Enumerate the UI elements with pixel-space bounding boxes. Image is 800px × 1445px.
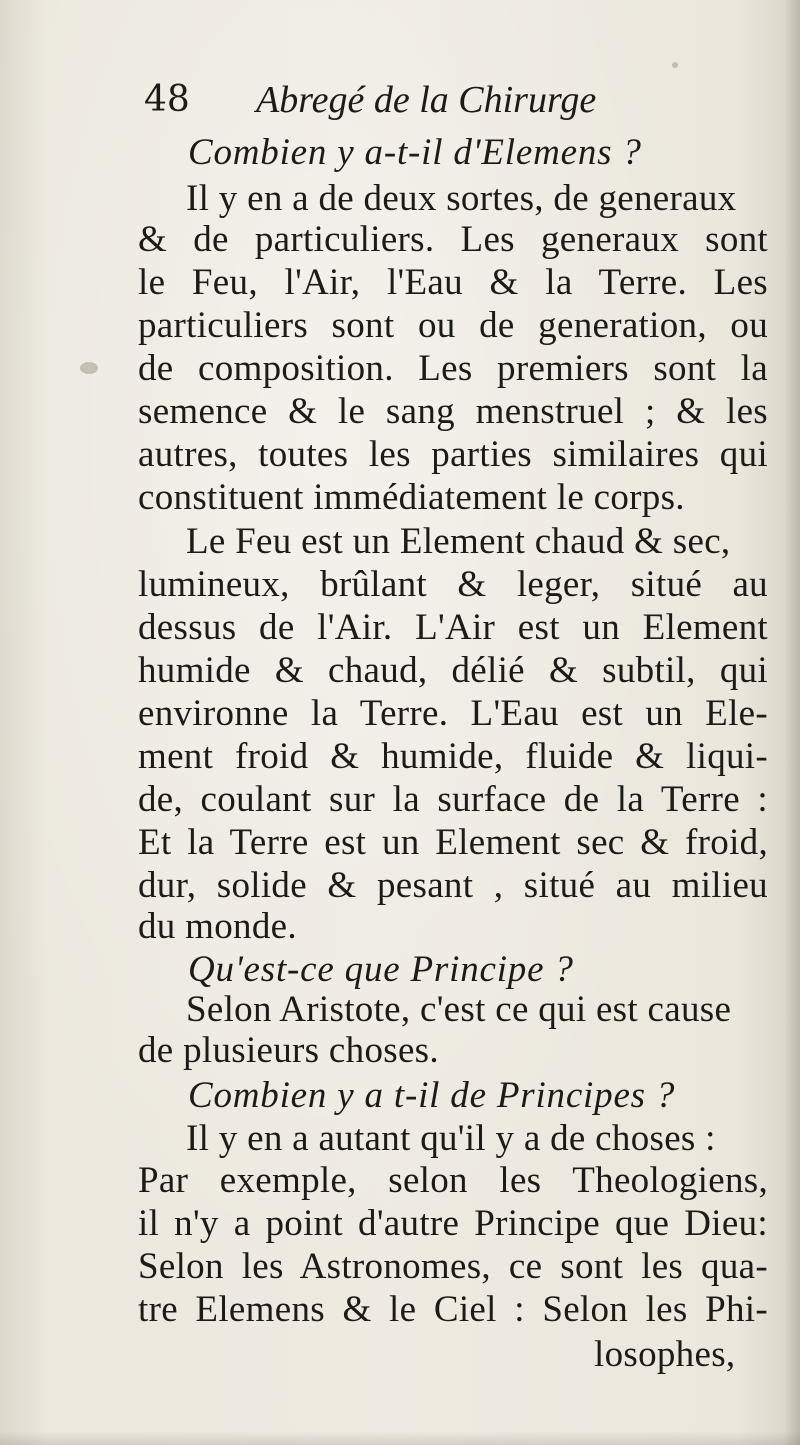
text-line: Le Feu est un Element chaud & sec, xyxy=(186,521,731,562)
text-line: environne la Terre. L'Eau est un Ele- xyxy=(138,693,768,734)
text-line: Selon Aristote, c'est ce qui est cause xyxy=(186,989,732,1030)
question-line: Qu'est-ce que Principe ? xyxy=(188,949,574,990)
page-header xyxy=(138,74,758,126)
page-edge-shadow xyxy=(784,0,800,1445)
text-line: Selon les Astronomes, ce sont les qua- xyxy=(138,1246,768,1287)
text-line: ment froid & humide, fluide & liqui- xyxy=(138,736,768,777)
text-line: constituent immédiatement le corps. xyxy=(138,477,685,518)
question-line: Combien y a t-il de Principes ? xyxy=(188,1075,676,1116)
text-line: de, coulant sur la surface de la Terre : xyxy=(138,779,768,820)
text-line: tre Elemens & le Ciel : Selon les Phi- xyxy=(138,1289,768,1330)
text-line: Et la Terre est un Element sec & froid, xyxy=(138,822,768,863)
text-line: autres, toutes les parties similaires qui xyxy=(138,434,768,475)
text-line: semence & le sang menstruel ; & les xyxy=(138,391,768,432)
text-line: dur, solide & pesant , situé au milieu xyxy=(138,865,768,906)
text-line: Il y en a de deux sortes, de generaux xyxy=(186,178,737,219)
text-line: dessus de l'Air. L'Air est un Element xyxy=(138,607,768,648)
page-number: 48 xyxy=(144,79,190,120)
text-line: de plusieurs choses. xyxy=(138,1030,439,1071)
page-bottom-shadow xyxy=(0,1431,800,1445)
paper-stain xyxy=(672,62,678,68)
text-line: particuliers sont ou de generation, ou xyxy=(138,305,768,346)
text-line: Il y en a autant qu'il y a de choses : xyxy=(186,1118,716,1159)
text-line: Par exemple, selon les Theologiens, xyxy=(138,1160,768,1201)
paper-stain xyxy=(80,362,98,374)
text-line: humide & chaud, délié & subtil, qui xyxy=(138,650,768,691)
text-line: le Feu, l'Air, l'Eau & la Terre. Les xyxy=(138,262,768,303)
question-line: Combien y a-t-il d'Elemens ? xyxy=(188,132,642,173)
text-line: & de particuliers. Les generaux sont xyxy=(138,219,768,260)
text-line: lumineux, brûlant & leger, situé au xyxy=(138,564,768,605)
text-line: de composition. Les premiers sont la xyxy=(138,348,768,389)
running-head: Abregé de la Chirurge xyxy=(256,79,597,121)
text-line: il n'y a point d'autre Principe que Dieu: xyxy=(138,1203,768,1244)
text-line: du monde. xyxy=(138,906,297,947)
text-line: losophes, xyxy=(594,1334,736,1375)
